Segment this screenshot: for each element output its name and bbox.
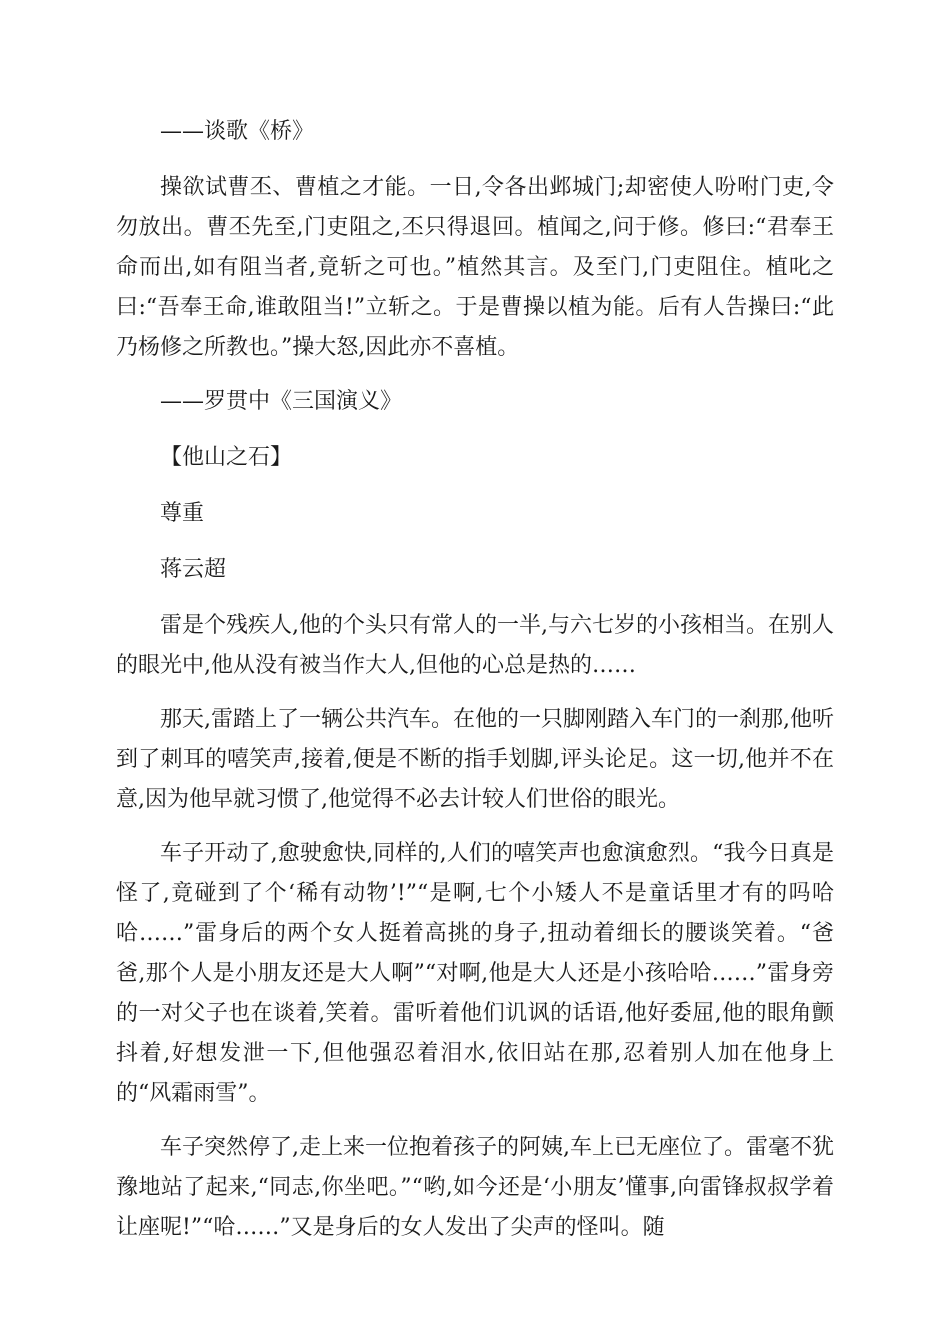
- document-body: [116, 112, 834, 1262]
- source-attribution-bridge: ——谈歌《桥》: [160, 119, 315, 144]
- article-author: 蒋云超: [160, 557, 227, 582]
- article-paragraph: 车子突然停了,走上来一位抱着孩子的阿姨,车上已无座位了。雷毫不犹豫地站了起来,“同志,你坐吧。”“哟,如今还是‘小朋友’懂事,向雷锋叔叔学着让座呢!”“哈……”又是身后的女人发出了尖声的怪叫。随: [116, 1135, 834, 1240]
- excerpt-three-kingdoms: 操欲试曹丕、曹植之才能。一日,令各出邺城门;却密使人吩咐门吏,令勿放出。曹丕先至,门吏阻之,丕只得退回。植闻之,问于修。修曰:“君奉王命而出,如有阻当者,竟斩之可也。”植然其言。及至门,门吏阻住。植叱之曰:“吾奉王命,谁敢阻当!”立斩之。于是曹操以植为能。后有人告操曰:“此乃杨修之所教也。”操大怒,因此亦不喜植。: [116, 175, 834, 360]
- article-paragraph: 那天,雷踏上了一辆公共汽车。在他的一只脚刚踏入车门的一刹那,他听到了刺耳的嘻笑声,接着,便是不断的指手划脚,评头论足。这一切,他并不在意,因为他早就习惯了,他觉得不必去计较人们世俗的眼光。: [116, 707, 834, 812]
- article-paragraph: 雷是个残疾人,他的个头只有常人的一半,与六七岁的小孩相当。在别人的眼光中,他从没有被当作大人,但他的心总是热的……: [116, 613, 834, 678]
- source-attribution-three-kingdoms: ——罗贯中《三国演义》: [160, 389, 403, 414]
- article-title: 尊重: [160, 501, 205, 526]
- article-paragraph: 车子开动了,愈驶愈快,同样的,人们的嘻笑声也愈演愈烈。“我今日真是怪了,竟碰到了个‘稀有动物’!”“是啊,七个小矮人不是童话里才有的吗哈哈……”雷身后的两个女人挺着高挑的身子,扭动着细长的腰谈笑着。“爸爸,那个人是小朋友还是大人啊”“对啊,他是大人还是小孩哈哈……”雷身旁的一对父子也在谈着,笑着。雷听着他们讥讽的话语,他好委屈,他的眼角颤抖着,好想发泄一下,但他强忍着泪水,依旧站在那,忍着别人加在他身上的“风霜雨雪”。: [116, 841, 834, 1106]
- section-heading: 【他山之石】: [160, 445, 293, 470]
